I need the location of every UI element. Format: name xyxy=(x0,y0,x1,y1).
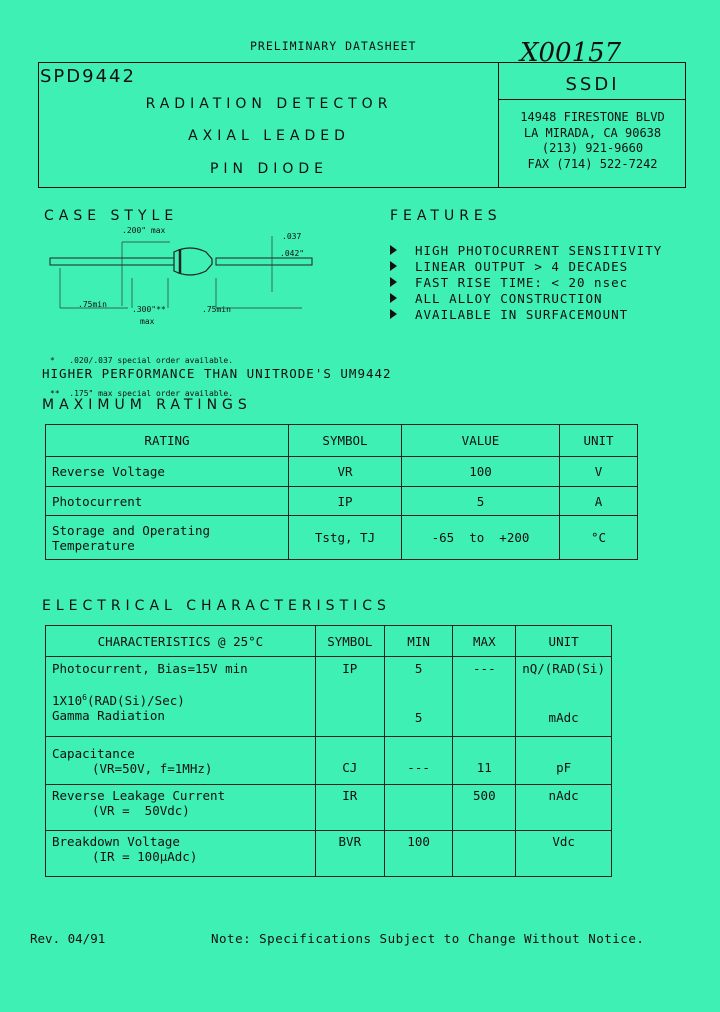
cell: $1X10^6(RAD(Si)/Sec)$ Gamma Radiation xyxy=(46,681,316,737)
cell: pF xyxy=(516,737,612,785)
table-row xyxy=(46,516,638,560)
col-header: SYMBOL xyxy=(289,425,402,457)
cell xyxy=(453,681,516,737)
cell xyxy=(315,681,384,737)
case-style-heading: CASE STYLE xyxy=(44,208,179,224)
arrow-bullet-icon xyxy=(390,245,397,255)
cell: nAdc xyxy=(516,785,612,831)
case-outline-diagram xyxy=(40,226,330,336)
cell xyxy=(384,785,453,831)
cell: A xyxy=(560,487,638,516)
cell: Reverse Leakage Current (VR = 50Vdc) xyxy=(46,785,316,831)
cell: Tstg, TJ xyxy=(289,516,402,560)
features-heading: FEATURES xyxy=(390,208,502,224)
dim-lead-dia-bottom: .042" xyxy=(280,249,305,258)
cell: IP xyxy=(315,657,384,681)
company-address xyxy=(500,110,685,172)
table-row xyxy=(46,831,612,877)
cell: BVR xyxy=(315,831,384,877)
col-header: MAX xyxy=(453,626,516,657)
cell: 100 xyxy=(402,457,560,487)
cell: Storage and Operating Temperature xyxy=(46,516,289,560)
header-divider xyxy=(498,62,499,188)
cell: 5 xyxy=(402,487,560,516)
address-line: LA MIRADA, CA 90638 xyxy=(523,125,662,140)
cell xyxy=(453,831,516,877)
table-row xyxy=(46,681,612,737)
company-name: SSDI xyxy=(565,74,620,95)
address-line: FAX (714) 522-7242 xyxy=(527,156,658,171)
cell: V xyxy=(560,457,638,487)
arrow-bullet-icon xyxy=(390,293,397,303)
col-header: MIN xyxy=(384,626,453,657)
feature-item: FAST RISE TIME: < 20 nsec xyxy=(390,274,662,290)
title-line-2: AXIAL LEADED xyxy=(188,128,350,144)
preliminary-label: PRELIMINARY DATASHEET xyxy=(250,39,417,53)
col-header: SYMBOL xyxy=(315,626,384,657)
max-ratings-table xyxy=(45,424,638,560)
dim-body-width: .200" max xyxy=(122,226,166,235)
footer-note: Note: Specifications Subject to Change Without Notice. xyxy=(211,931,645,946)
cell: mAdc xyxy=(516,681,612,737)
electrical-table xyxy=(45,625,612,877)
case-note: ** .175" max special order available. xyxy=(50,389,234,398)
cell: IR xyxy=(315,785,384,831)
cell: 5 xyxy=(384,657,453,681)
feature-item: ALL ALLOY CONSTRUCTION xyxy=(390,290,662,306)
col-header: UNIT xyxy=(516,626,612,657)
cell: --- xyxy=(384,737,453,785)
cell: -65 to +200 xyxy=(402,516,560,560)
feature-item: HIGH PHOTOCURRENT SENSITIVITY xyxy=(390,242,662,258)
col-header: VALUE xyxy=(402,425,560,457)
cell: CJ xyxy=(315,737,384,785)
col-header: RATING xyxy=(46,425,289,457)
dim-body-length-sub: max xyxy=(140,317,155,326)
case-note: * .020/.037 special order available. xyxy=(50,356,234,365)
feature-item: AVAILABLE IN SURFACEMOUNT xyxy=(390,306,662,322)
revision-label: Rev. 04/91 xyxy=(30,931,106,946)
cell: Photocurrent, Bias=15V min xyxy=(46,657,316,681)
arrow-bullet-icon xyxy=(390,277,397,287)
cell: 5 xyxy=(384,681,453,737)
arrow-bullet-icon xyxy=(390,309,397,319)
col-header: CHARACTERISTICS @ 25°C xyxy=(46,626,316,657)
handwritten-code: X00157 xyxy=(520,38,622,68)
cell: IP xyxy=(289,487,402,516)
cell: Breakdown Voltage (IR = 100µAdc) xyxy=(46,831,316,877)
dim-lead-length-right: .75min xyxy=(202,305,231,314)
dim-body-length: .300"** xyxy=(132,305,166,314)
cell: 11 xyxy=(453,737,516,785)
cell: Photocurrent xyxy=(46,487,289,516)
features-list xyxy=(390,242,662,322)
table-row xyxy=(46,457,638,487)
title-line-3: PIN DIODE xyxy=(209,161,329,177)
comparison-text: HIGHER PERFORMANCE THAN UNITRODE'S UM9442 xyxy=(42,366,392,381)
table-row xyxy=(46,487,638,516)
max-ratings-heading: MAXIMUM RATINGS xyxy=(42,397,252,413)
cell: --- xyxy=(453,657,516,681)
cell: 100 xyxy=(384,831,453,877)
cell: °C xyxy=(560,516,638,560)
dim-lead-dia-top: .037 xyxy=(282,232,302,241)
part-number: SPD9442 xyxy=(40,66,136,87)
cell: 500 xyxy=(453,785,516,831)
table-row xyxy=(46,785,612,831)
title-line-1: RADIATION DETECTOR xyxy=(145,96,393,112)
cell: nQ/(RAD(Si) xyxy=(516,657,612,681)
address-line: (213) 921-9660 xyxy=(541,141,644,155)
cell: Vdc xyxy=(516,831,612,877)
arrow-bullet-icon xyxy=(390,261,397,271)
feature-item: LINEAR OUTPUT > 4 DECADES xyxy=(390,258,662,274)
col-header: UNIT xyxy=(560,425,638,457)
company-divider xyxy=(498,99,685,100)
dim-lead-length-left: .75min xyxy=(78,300,107,309)
cell: Capacitance (VR=50V, f=1MHz) xyxy=(46,737,316,785)
address-line: 14948 FIRESTONE BLVD xyxy=(520,110,665,124)
cell: Reverse Voltage xyxy=(46,457,289,487)
electrical-heading: ELECTRICAL CHARACTERISTICS xyxy=(42,598,391,614)
table-row xyxy=(46,657,612,681)
table-row xyxy=(46,737,612,785)
cell: VR xyxy=(289,457,402,487)
